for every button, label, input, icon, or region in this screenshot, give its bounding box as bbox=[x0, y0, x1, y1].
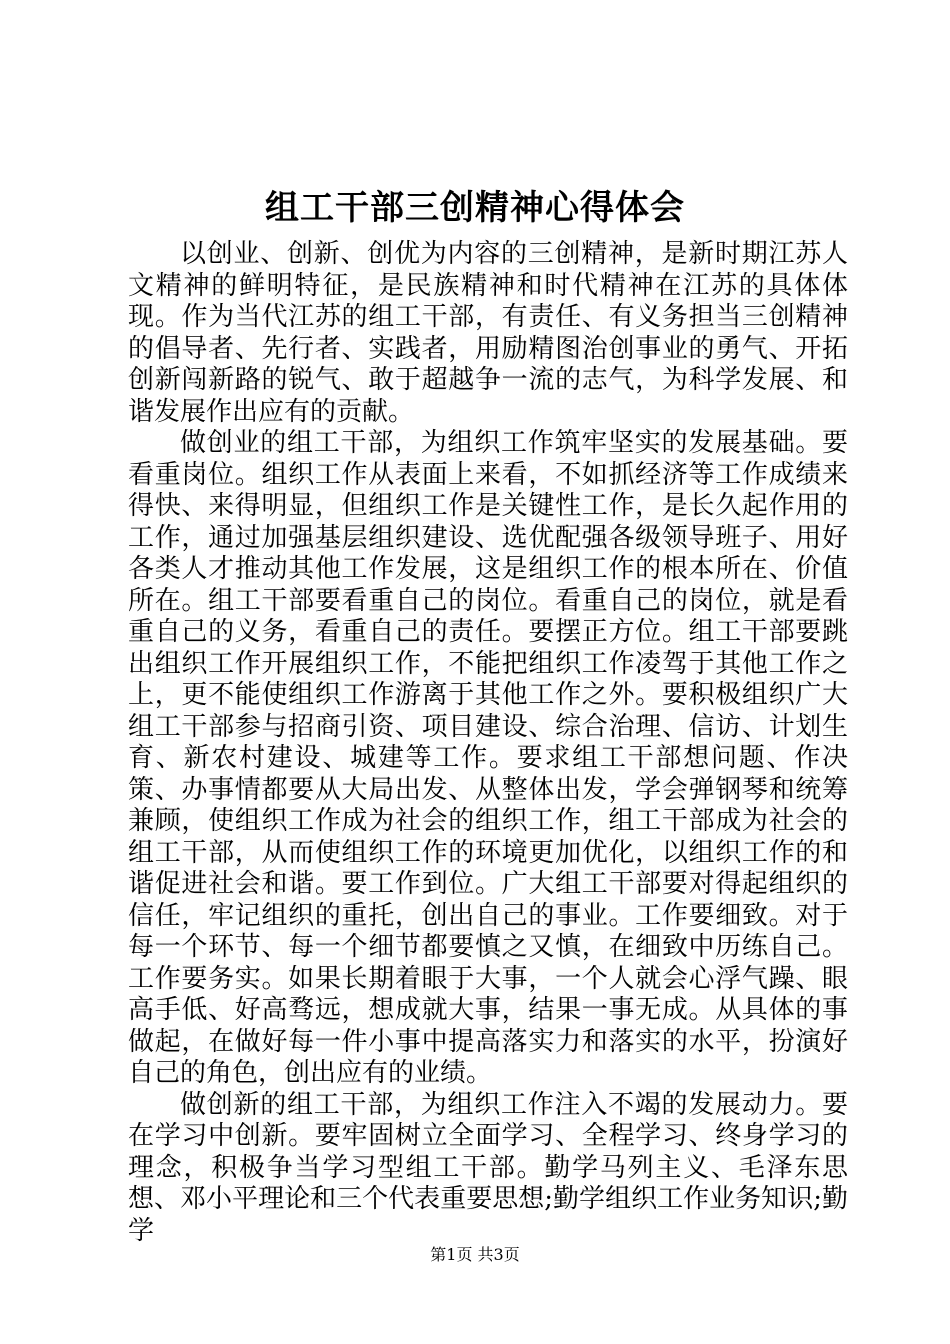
page-footer: 第1页 共3页 bbox=[430, 1245, 520, 1264]
paragraph-innovation: 做创新的组工干部，为组织工作注入不竭的发展动力。要在学习中创新。要牢固树立全面学习、全程学习、终身学习的理念，积极争当学习型组工干部。勤学马列主义、毛泽东思想、邓小平理论和三个代表重要思想;勤学组织工作业务知识;勤学 bbox=[128, 1089, 848, 1246]
paragraph-entrepreneurship: 做创业的组工干部，为组织工作筑牢坚实的发展基础。要看重岗位。组织工作从表面上来看，不如抓经济等工作成绩来得快、来得明显，但组织工作是关键性工作，是长久起作用的工作，通过加强基层组织建设、选优配强各级领导班子、用好各类人才推动其他工作发展，这是组织工作的根本所在、价值所在。组工干部要看重自己的岗位。看重自己的岗位，就是看重自己的义务，看重自己的责任。要摆正方位。组工干部要跳出组织工作开展组织工作，不能把组织工作凌驾于其他工作之上，更不能使组织工作游离于其他工作之外。要积极组织广大组工干部参与招商引资、项目建设、综合治理、信访、计划生育、新农村建设、城建等工作。要求组工干部想问题、作决策、办事情都要从大局出发、从整体出发，学会弹钢琴和统筹兼顾，使组织工作成为社会的组织工作，组工干部成为社会的组工干部，从而使组织工作的环境更加优化，以组织工作的和谐促进社会和谐。要工作到位。广大组工干部要对得起组织的信任，牢记组织的重托，创出自己的事业。工作要细致。对于每一个环节、每一个细节都要慎之又慎，在细致中历练自己。工作要务实。如果长期着眼于大事，一个人就会心浮气躁、眼高手低、好高骛远，想成就大事，结果一事无成。从具体的事做起，在做好每一件小事中提高落实力和落实的水平，扮演好自己的角色，创出应有的业绩。 bbox=[128, 428, 848, 1088]
document-title: 组工干部三创精神心得体会 bbox=[265, 188, 685, 228]
document-body bbox=[128, 239, 848, 1247]
paragraph-intro: 以创业、创新、创优为内容的三创精神，是新时期江苏人文精神的鲜明特征，是民族精神和时代精神在江苏的具体体现。作为当代江苏的组工干部，有责任、有义务担当三创精神的倡导者、先行者、实践者，用励精图治创事业的勇气、开拓创新闯新路的锐气、敢于超越争一流的志气，为科学发展、和谐发展作出应有的贡献。 bbox=[128, 239, 848, 427]
